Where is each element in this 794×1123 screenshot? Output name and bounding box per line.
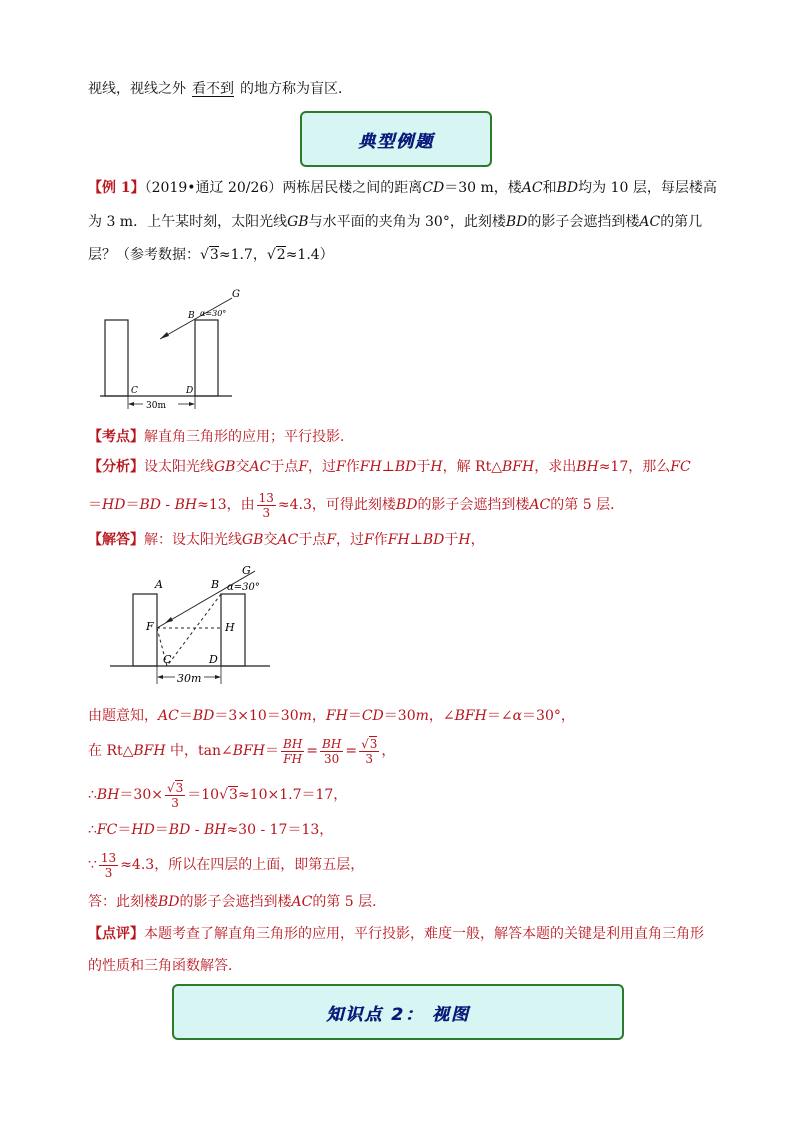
figure-buildings-2	[105, 560, 285, 692]
fenxi-line-2: ＝HD＝BD - BH≈13，由 $\frac{13}{3}$ ≈4.3，可得此刻楼BD的影子会遮挡到楼AC的第 5 层．	[88, 490, 625, 520]
label-b: B	[211, 578, 220, 591]
problem-line-1: 【例 1】（2019•通辽 20/26）两栋居民楼之间的距离CD＝30 m，楼AC和BD均为 10 层，每层楼高	[88, 180, 717, 196]
fenxi-line-1: 【分析】设太阳光线GB交AC于点F，过F作FH⊥BD于H，解 Rt△BFH，求出BH≈17，那么FC	[88, 459, 691, 475]
answer-line: 答：此刻楼BD的影子会遮挡到楼AC的第 5 层．	[88, 894, 387, 910]
label-c: C	[163, 653, 172, 666]
step-5: ∵ $\frac{13}{3}$ ≈4.3，所以在四层的上面，即第五层，	[88, 850, 365, 880]
banner-typical-examples: 典型例题	[300, 111, 492, 167]
label-d: D	[209, 653, 218, 666]
kaodian-line: 【考点】解直角三角形的应用；平行投影．	[88, 429, 354, 445]
dianping-line-2: 的性质和三角函数解答．	[88, 958, 242, 974]
label-a: A	[155, 578, 163, 591]
intro-line: 视线，视线之外 看不到 的地方称为盲区．	[88, 81, 352, 97]
label-distance: 30m	[177, 672, 202, 685]
label-f: F	[146, 620, 154, 633]
jieda-line: 【解答】解：设太阳光线GB交AC于点F，过F作FH⊥BD于H，	[88, 532, 485, 548]
label-distance: 30m	[146, 401, 166, 411]
sun-ray-line	[160, 298, 232, 339]
step-1: 由题意知，AC＝BD＝3×10＝30m，FH＝CD＝30m，∠BFH＝∠α＝30°，	[88, 708, 575, 724]
figure-buildings-1	[90, 283, 260, 413]
problem-line-2: 为 3 m．上午某时刻，太阳光线GB与水平面的夹角为 30°，此刻楼BD的影子会遮挡到楼AC的第几	[88, 214, 703, 230]
banner-knowledge-point-2: 知识点 2： 视图	[172, 984, 624, 1040]
problem-line-3: 层？（参考数据：√3≈1.7，√2≈1.4）	[88, 247, 334, 263]
label-h: H	[225, 621, 235, 634]
dianping-line-1: 【点评】本题考查了解直角三角形的应用，平行投影，难度一般，解答本题的关键是利用直角三角形	[88, 926, 704, 942]
step-2: 在 Rt△BFH 中，tan∠BFH＝ $\frac{BH}{FH}$ = $\frac{BH}{30}$ = $\frac{√3}{3}$ ，	[88, 736, 396, 766]
step-4: ∴FC＝HD＝BD - BH≈30 - 17＝13，	[88, 822, 334, 838]
building-bd	[195, 320, 218, 396]
label-d: D	[186, 386, 194, 396]
label-g: G	[242, 564, 251, 577]
label-angle: α=30°	[227, 582, 260, 593]
building-ac	[105, 320, 128, 396]
sun-ray-arrow	[160, 332, 169, 339]
label-c: C	[131, 386, 138, 396]
step-3: ∴BH＝30× $\frac{√3}{3}$ ＝10√3≈10×1.7＝17，	[88, 780, 348, 810]
label-g: G	[232, 289, 240, 300]
label-b: B	[188, 311, 195, 321]
label-angle: α=30°	[200, 309, 227, 318]
blank-answer: 看不到	[192, 81, 234, 97]
